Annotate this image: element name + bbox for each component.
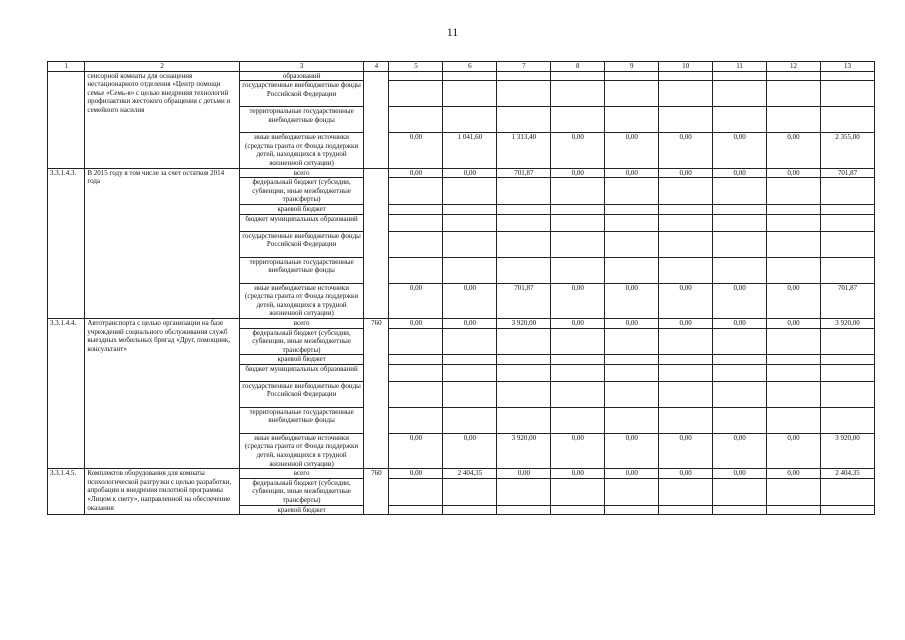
value-cell — [605, 355, 659, 365]
value-cell — [605, 204, 659, 214]
row-name: В 2015 году в том числе за счет остатков 2014 года — [85, 168, 240, 318]
value-cell — [713, 178, 767, 205]
value-cell — [713, 204, 767, 214]
value-cell — [659, 71, 713, 81]
source-label: иные внебюджетные источники (средства гранта от Фонда поддержки детей, находящихся в трудной жизненной ситуации) — [239, 283, 363, 318]
value-cell — [659, 81, 713, 107]
value-cell — [551, 407, 605, 433]
source-label: иные внебюджетные источники (средства гранта от Фонда поддержки детей, находящихся в трудной жизненной ситуации) — [239, 433, 363, 468]
value-cell — [497, 364, 551, 381]
value-cell — [767, 204, 821, 214]
source-label: федеральный бюджет (субсидии, субвенции, иные межбюджетные трансферты) — [239, 328, 363, 355]
value-cell: 0,00 — [389, 318, 443, 328]
value-cell: 0,00 — [551, 318, 605, 328]
value-cell — [605, 81, 659, 107]
value-cell — [443, 328, 497, 355]
value-cell — [659, 478, 713, 505]
value-cell: 0,00 — [389, 283, 443, 318]
value-cell: 0,00 — [551, 469, 605, 479]
value-cell — [443, 81, 497, 107]
value-cell: 0,00 — [659, 469, 713, 479]
value-cell — [713, 107, 767, 133]
value-cell — [551, 178, 605, 205]
value-cell: 0,00 — [659, 133, 713, 168]
value-cell: 0,00 — [605, 318, 659, 328]
header-cell-12: 12 — [767, 62, 821, 72]
value-cell — [497, 328, 551, 355]
value-cell — [389, 407, 443, 433]
header-cell-13: 13 — [820, 62, 874, 72]
value-cell: 0,00 — [659, 318, 713, 328]
value-cell — [713, 381, 767, 407]
source-label: всего — [239, 318, 363, 328]
value-cell — [389, 71, 443, 81]
value-cell: 0,00 — [389, 469, 443, 479]
value-cell — [659, 204, 713, 214]
value-cell — [443, 204, 497, 214]
value-cell: 0,00 — [713, 318, 767, 328]
header-cell-7: 7 — [497, 62, 551, 72]
value-cell — [713, 71, 767, 81]
value-cell: 0,00 — [605, 469, 659, 479]
value-cell — [767, 257, 821, 283]
value-cell: 0,00 — [767, 318, 821, 328]
value-cell: 0,00 — [713, 283, 767, 318]
value-cell — [767, 328, 821, 355]
value-cell — [767, 81, 821, 107]
value-cell: 0,00 — [713, 469, 767, 479]
value-cell — [659, 407, 713, 433]
value-cell — [659, 364, 713, 381]
value-cell — [767, 407, 821, 433]
row-code: 3.3.1.4.3. — [48, 168, 85, 318]
value-cell — [820, 478, 874, 505]
value-cell — [713, 231, 767, 257]
row-name: сенсорной комнаты для оснащения нестационарного отделения «Центр помощи семье «Семь-я» с целью внедрения технологий профилактики жестокого обращения с детьми и семейного насилия — [85, 71, 240, 168]
budget-table — [47, 61, 875, 515]
source-label: территориальные государственные внебюджетные фонды — [239, 107, 363, 133]
value-cell — [443, 355, 497, 365]
row-col4 — [364, 168, 389, 318]
value-cell — [551, 478, 605, 505]
value-cell: 0,00 — [659, 283, 713, 318]
header-cell-3: 3 — [239, 62, 363, 72]
source-label: государственные внебюджетные фонды Российской Федерации — [239, 81, 363, 107]
value-cell: 1 313,40 — [497, 133, 551, 168]
value-cell — [389, 381, 443, 407]
value-cell — [551, 355, 605, 365]
value-cell — [820, 71, 874, 81]
source-label: всего — [239, 168, 363, 178]
value-cell: 0,00 — [605, 168, 659, 178]
value-cell — [820, 355, 874, 365]
value-cell — [389, 505, 443, 515]
value-cell — [767, 381, 821, 407]
value-cell — [497, 204, 551, 214]
value-cell: 0,00 — [443, 168, 497, 178]
value-cell — [767, 178, 821, 205]
value-cell — [443, 107, 497, 133]
value-cell — [767, 505, 821, 515]
value-cell: 0,00 — [443, 283, 497, 318]
source-label: краевой бюджет — [239, 355, 363, 365]
value-cell — [820, 381, 874, 407]
value-cell: 3 920,00 — [820, 318, 874, 328]
value-cell — [659, 107, 713, 133]
header-row — [48, 62, 875, 72]
row-code: 3.3.1.4.5. — [48, 469, 85, 515]
value-cell — [497, 214, 551, 231]
value-cell: 3 920,00 — [497, 318, 551, 328]
value-cell — [713, 81, 767, 107]
value-cell — [551, 505, 605, 515]
value-cell — [713, 478, 767, 505]
value-cell — [443, 407, 497, 433]
value-cell — [659, 505, 713, 515]
value-cell — [551, 231, 605, 257]
value-cell — [820, 407, 874, 433]
value-cell: 0,00 — [443, 433, 497, 468]
value-cell: 3 920,00 — [820, 433, 874, 468]
table-row — [48, 168, 875, 178]
row-col4: 760 — [364, 318, 389, 468]
value-cell — [605, 257, 659, 283]
value-cell — [443, 381, 497, 407]
value-cell — [497, 231, 551, 257]
value-cell — [389, 178, 443, 205]
header-cell-4: 4 — [364, 62, 389, 72]
value-cell: 2 404,35 — [443, 469, 497, 479]
header-cell-9: 9 — [605, 62, 659, 72]
value-cell — [497, 107, 551, 133]
value-cell: 0,00 — [443, 318, 497, 328]
value-cell — [713, 505, 767, 515]
value-cell — [551, 107, 605, 133]
row-code — [48, 71, 85, 168]
value-cell: 0,00 — [389, 433, 443, 468]
value-cell: 0,00 — [713, 133, 767, 168]
value-cell — [767, 71, 821, 81]
value-cell — [389, 355, 443, 365]
value-cell — [605, 178, 659, 205]
value-cell — [820, 107, 874, 133]
source-label: территориальные государственные внебюджетные фонды — [239, 257, 363, 283]
value-cell — [551, 214, 605, 231]
value-cell — [713, 407, 767, 433]
value-cell: 0,00 — [767, 133, 821, 168]
source-label: федеральный бюджет (субсидии, субвенции, иные межбюджетные трансферты) — [239, 178, 363, 205]
value-cell — [389, 231, 443, 257]
value-cell — [767, 107, 821, 133]
value-cell: 701,87 — [820, 168, 874, 178]
value-cell — [820, 231, 874, 257]
header-cell-2: 2 — [85, 62, 240, 72]
source-label: территориальные государственные внебюджетные фонды — [239, 407, 363, 433]
value-cell — [659, 355, 713, 365]
value-cell — [389, 328, 443, 355]
value-cell — [605, 328, 659, 355]
source-label: бюджет муниципальных образований — [239, 214, 363, 231]
value-cell — [605, 478, 659, 505]
header-cell-10: 10 — [659, 62, 713, 72]
value-cell: 0,00 — [659, 168, 713, 178]
value-cell — [605, 381, 659, 407]
value-cell: 2 355,00 — [820, 133, 874, 168]
value-cell — [820, 204, 874, 214]
value-cell: 0,00 — [605, 433, 659, 468]
value-cell — [820, 81, 874, 107]
value-cell — [389, 478, 443, 505]
source-label: государственные внебюджетные фонды Российской Федерации — [239, 381, 363, 407]
value-cell — [443, 364, 497, 381]
value-cell — [767, 478, 821, 505]
value-cell — [713, 364, 767, 381]
table-row — [48, 318, 875, 328]
value-cell — [443, 257, 497, 283]
value-cell: 0,00 — [389, 168, 443, 178]
value-cell — [551, 381, 605, 407]
value-cell — [497, 355, 551, 365]
source-label: иные внебюджетные источники (средства гранта от Фонда поддержки детей, находящихся в трудной жизненной ситуации) — [239, 133, 363, 168]
row-name: Комплектов оборудования для комнаты психологической разгрузки с целью разработки, апробации и внедрения пилотной программы «Лицом к свету», направленной на обеспечение оказания — [85, 469, 240, 515]
header-cell-11: 11 — [713, 62, 767, 72]
source-label: всего — [239, 469, 363, 479]
value-cell — [605, 71, 659, 81]
row-code: 3.3.1.4.4. — [48, 318, 85, 468]
value-cell: 3 920,00 — [497, 433, 551, 468]
value-cell: 2 404,35 — [820, 469, 874, 479]
value-cell — [389, 257, 443, 283]
source-label: федеральный бюджет (субсидии, субвенции, иные межбюджетные трансферты) — [239, 478, 363, 505]
value-cell — [497, 407, 551, 433]
source-label: краевой бюджет — [239, 204, 363, 214]
value-cell: 0,00 — [659, 433, 713, 468]
value-cell: 0,00 — [551, 168, 605, 178]
value-cell — [659, 381, 713, 407]
row-name: Автотранспорта с целью организации на базе учреждений социального обслуживания служб выездных мобильных бригад «Друг, помощник, консультант» — [85, 318, 240, 468]
value-cell — [497, 257, 551, 283]
value-cell — [497, 478, 551, 505]
value-cell: 701,87 — [497, 283, 551, 318]
value-cell — [820, 214, 874, 231]
value-cell — [389, 214, 443, 231]
value-cell — [443, 505, 497, 515]
value-cell — [389, 364, 443, 381]
value-cell — [713, 257, 767, 283]
value-cell — [443, 231, 497, 257]
table-row — [48, 469, 875, 479]
value-cell — [605, 231, 659, 257]
value-cell — [551, 328, 605, 355]
value-cell — [820, 328, 874, 355]
value-cell — [443, 71, 497, 81]
value-cell — [389, 204, 443, 214]
header-cell-1: 1 — [48, 62, 85, 72]
value-cell — [767, 355, 821, 365]
header-cell-6: 6 — [443, 62, 497, 72]
value-cell: 0,00 — [767, 168, 821, 178]
value-cell — [389, 107, 443, 133]
value-cell: 0,00 — [767, 283, 821, 318]
value-cell: 0,00 — [713, 433, 767, 468]
value-cell — [605, 407, 659, 433]
value-cell — [820, 178, 874, 205]
value-cell: 0,00 — [551, 283, 605, 318]
value-cell — [767, 364, 821, 381]
value-cell: 1 041,60 — [443, 133, 497, 168]
value-cell — [659, 231, 713, 257]
table-row — [48, 71, 875, 81]
value-cell — [443, 178, 497, 205]
value-cell: 0,00 — [713, 168, 767, 178]
source-label: государственные внебюджетные фонды Российской Федерации — [239, 231, 363, 257]
value-cell — [551, 257, 605, 283]
row-col4: 760 — [364, 469, 389, 515]
value-cell — [605, 107, 659, 133]
source-label: образований — [239, 71, 363, 81]
value-cell — [820, 257, 874, 283]
value-cell — [497, 505, 551, 515]
value-cell — [605, 214, 659, 231]
value-cell — [659, 178, 713, 205]
value-cell — [443, 214, 497, 231]
source-label: краевой бюджет — [239, 505, 363, 515]
value-cell: 0,00 — [551, 133, 605, 168]
value-cell: 0,00 — [767, 433, 821, 468]
value-cell — [767, 231, 821, 257]
source-label: бюджет муниципальных образований — [239, 364, 363, 381]
value-cell — [820, 505, 874, 515]
value-cell — [389, 81, 443, 107]
value-cell — [497, 381, 551, 407]
value-cell — [497, 81, 551, 107]
value-cell — [497, 178, 551, 205]
value-cell: 0,00 — [551, 433, 605, 468]
value-cell — [713, 214, 767, 231]
value-cell — [551, 204, 605, 214]
value-cell — [551, 81, 605, 107]
value-cell: 0,00 — [767, 469, 821, 479]
header-cell-5: 5 — [389, 62, 443, 72]
header-cell-8: 8 — [551, 62, 605, 72]
value-cell — [659, 257, 713, 283]
row-col4 — [364, 71, 389, 168]
value-cell: 0,00 — [605, 133, 659, 168]
value-cell — [497, 71, 551, 81]
value-cell — [605, 364, 659, 381]
value-cell: 0,00 — [497, 469, 551, 479]
value-cell: 701,87 — [497, 168, 551, 178]
value-cell — [551, 71, 605, 81]
value-cell — [443, 478, 497, 505]
value-cell: 701,87 — [820, 283, 874, 318]
value-cell — [767, 214, 821, 231]
value-cell: 0,00 — [389, 133, 443, 168]
value-cell — [659, 214, 713, 231]
value-cell — [605, 505, 659, 515]
value-cell — [713, 355, 767, 365]
value-cell — [713, 328, 767, 355]
value-cell — [551, 364, 605, 381]
value-cell — [820, 364, 874, 381]
page-number: 11 — [446, 25, 459, 39]
value-cell: 0,00 — [605, 283, 659, 318]
value-cell — [659, 328, 713, 355]
